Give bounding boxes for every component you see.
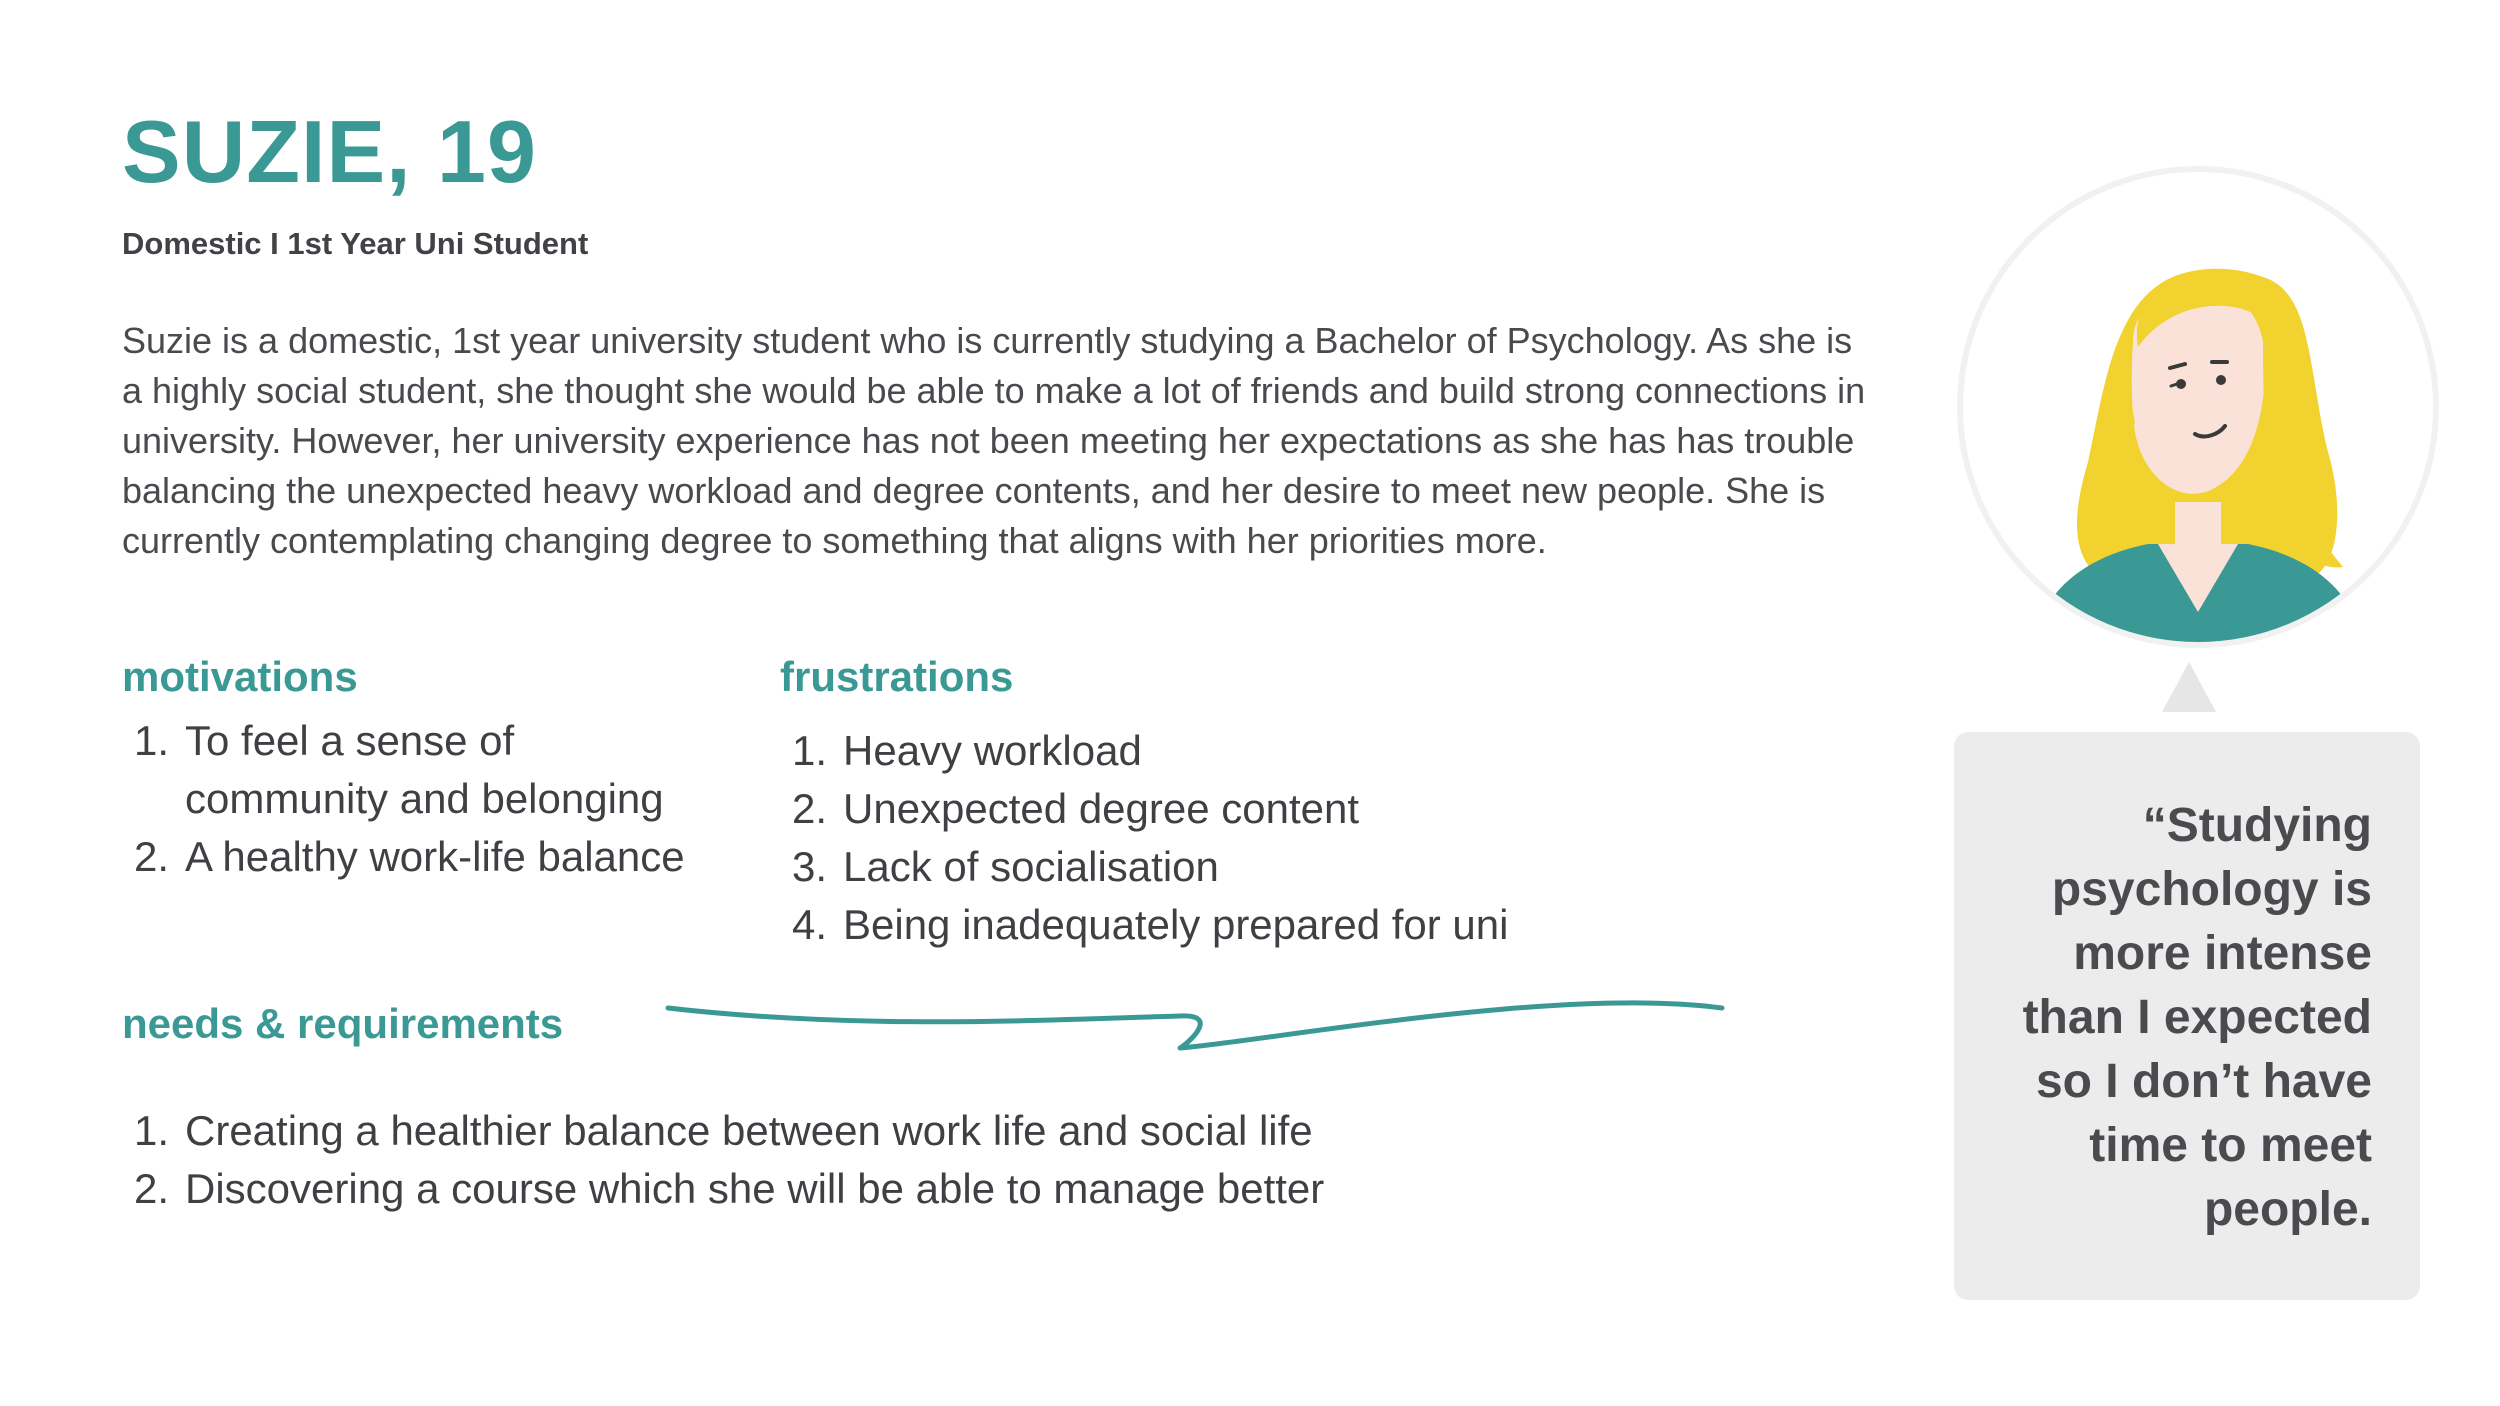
list-text: Heavy workload: [843, 727, 1142, 774]
list-number: 2.: [134, 833, 170, 880]
list-item: [780, 780, 1780, 838]
needs-list: [122, 1102, 1522, 1218]
list-item: [122, 712, 722, 828]
list-item: [780, 896, 1780, 954]
list-item: [780, 838, 1780, 896]
motivations-heading: motivations: [122, 653, 358, 700]
needs-heading: needs & requirements: [122, 1000, 564, 1047]
motivations-list: [122, 712, 722, 886]
frustrations-heading: frustrations: [780, 653, 1014, 700]
list-item: [122, 1102, 1522, 1160]
list-text: Lack of socialisation: [843, 843, 1219, 890]
list-text: To feel a sense of community and belonging: [185, 717, 664, 822]
quote-pointer: [2162, 662, 2216, 712]
list-item: [122, 1160, 1522, 1218]
list-number: 4.: [792, 901, 828, 948]
list-text: Unexpected degree content: [843, 785, 1360, 832]
list-number: 1.: [134, 1107, 170, 1154]
persona-bio: Suzie is a domestic, 1st year university student who is currently studying a Bachelor of Psychology. As she is a highly social student, she thought she would be able to make a lot of friends and build strong connections in university. However, her university experience has not been meeting her expectations as she has has trouble balancing the unexpected heavy workload and degree contents, and her desire to meet new people. She is currently contemplating changing degree to something that aligns with her priorities more.: [122, 320, 1866, 561]
quote-box: [1954, 732, 2420, 1300]
squiggle-divider: [660, 990, 1730, 1070]
list-text: A healthy work-life balance: [185, 833, 685, 880]
persona-name: SUZIE, 19: [122, 102, 537, 201]
quote-text: “Studying psychology is more intense than I expected so I don’t have time to meet people.: [2022, 799, 2372, 1236]
persona-subtitle: Domestic I 1st Year Uni Student: [122, 226, 589, 261]
frustrations-list: [780, 722, 1780, 954]
list-text: Creating a healthier balance between work life and social life: [185, 1107, 1313, 1154]
list-number: 2.: [792, 785, 828, 832]
list-number: 2.: [134, 1165, 170, 1212]
list-text: Discovering a course which she will be able to manage better: [185, 1165, 1325, 1212]
list-number: 1.: [792, 727, 828, 774]
list-item: [780, 722, 1780, 780]
list-number: 3.: [792, 843, 828, 890]
list-number: 1.: [134, 717, 170, 764]
avatar: [1963, 172, 2433, 642]
list-item: [122, 828, 722, 886]
list-text: Being inadequately prepared for uni: [843, 901, 1509, 948]
